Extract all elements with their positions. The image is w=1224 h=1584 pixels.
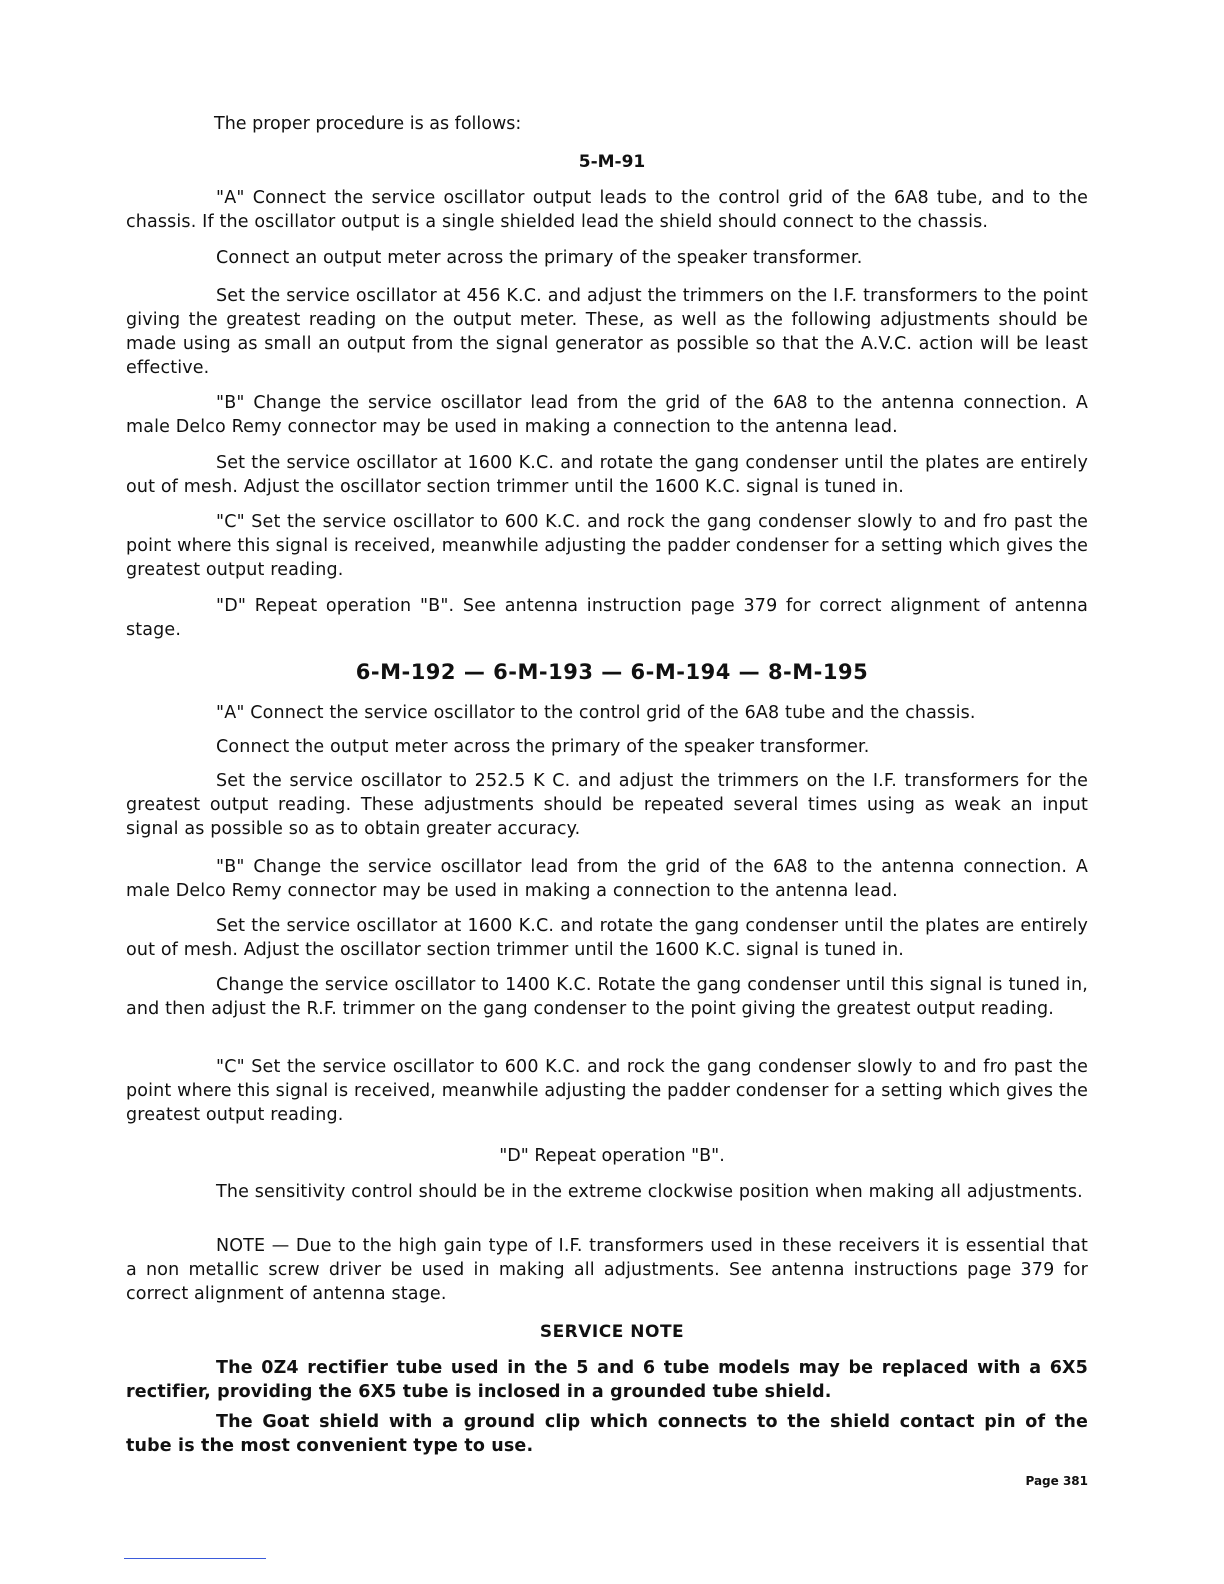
s2-paragraph-c: "C" Set the service oscillator to 600 K.C. and rock the gang condenser slowly to and fro past the point where this signal is received, meanwhile adjusting the padder condenser for a setting which gives the greatest output reading. [126, 1057, 1088, 1125]
s1-paragraph-d: "D" Repeat operation "B". See antenna instruction page 379 for correct alignment of antenna stage. [126, 596, 1088, 640]
s1-paragraph-output-meter: Connect an output meter across the primary of the speaker transformer. [216, 248, 863, 268]
s2-paragraph-d: "D" Repeat operation "B". [499, 1146, 725, 1166]
s1-paragraph-c: "C" Set the service oscillator to 600 K.C. and rock the gang condenser slowly to and fro past the point where this signal is received, meanwhile adjusting the padder condenser for a setting which gives the greatest output reading. [126, 512, 1088, 580]
page-number: Page 381 [1025, 1474, 1088, 1488]
service-note-heading: SERVICE NOTE [539, 1322, 685, 1342]
s2-sensitivity-note: The sensitivity control should be in the extreme clockwise position when making all adjustments. [216, 1182, 1083, 1202]
section-heading-6m192: 6-M-192 — 6-M-193 — 6-M-194 — 8-M-195 [355, 660, 869, 684]
s1-paragraph-b: "B" Change the service oscillator lead from the grid of the 6A8 to the antenna connection. A male Delco Remy connector may be used in making a connection to the antenna lead. [126, 393, 1088, 437]
s1-paragraph-a: "A" Connect the service oscillator output leads to the control grid of the 6A8 tube, and to the chassis. If the oscillator output is a single shielded lead the shield should connect to the chassis. [126, 188, 1088, 232]
s1-paragraph-456kc: Set the service oscillator at 456 K.C. and adjust the trimmers on the I.F. transformers to the point giving the greatest reading on the output meter. These, as well as the following adjustments should be made using as small an output from the signal generator as possible so that the A.V.C. action will be least effective. [126, 286, 1088, 378]
s2-paragraph-a: "A" Connect the service oscillator to the control grid of the 6A8 tube and the chassis. [216, 703, 976, 723]
s2-paragraph-1600kc: Set the service oscillator at 1600 K.C. and rotate the gang condenser until the plates are entirely out of mesh. Adjust the oscillator section trimmer until the 1600 K.C. signal is tuned in. [126, 916, 1088, 960]
footnote-divider [124, 1558, 266, 1559]
section-heading-5m91: 5-M-91 [578, 152, 646, 172]
s2-paragraph-b: "B" Change the service oscillator lead from the grid of the 6A8 to the antenna connection. A male Delco Remy connector may be used in making a connection to the antenna lead. [126, 857, 1088, 901]
intro-text: The proper procedure is as follows: [214, 114, 522, 134]
s2-paragraph-output-meter: Connect the output meter across the primary of the speaker transformer. [216, 737, 870, 757]
s2-paragraph-252kc: Set the service oscillator to 252.5 K C. and adjust the trimmers on the I.F. transformers for the greatest output reading. These adjustments should be repeated several times using as weak an input signal as possible so as to obtain greater accuracy. [126, 771, 1088, 839]
service-note-rectifier: The 0Z4 rectifier tube used in the 5 and 6 tube models may be replaced with a 6X5 rectifier, providing the 6X5 tube is inclosed in a grounded tube shield. [126, 1358, 1088, 1402]
service-note-goat-shield: The Goat shield with a ground clip which connects to the shield contact pin of the tube is the most convenient type to use. [126, 1412, 1088, 1456]
s2-paragraph-1400kc: Change the service oscillator to 1400 K.C. Rotate the gang condenser until this signal is tuned in, and then adjust the R.F. trimmer on the gang condenser to the point giving the greatest output reading. [126, 975, 1088, 1019]
s2-note-screwdriver: NOTE — Due to the high gain type of I.F. transformers used in these receivers it is essential that a non metallic screw driver be used in making all adjustments. See antenna instructions page 379 for correct alignment of antenna stage. [126, 1236, 1088, 1304]
s1-paragraph-1600kc: Set the service oscillator at 1600 K.C. and rotate the gang condenser until the plates are entirely out of mesh. Adjust the oscillator section trimmer until the 1600 K.C. signal is tuned in. [126, 453, 1088, 497]
